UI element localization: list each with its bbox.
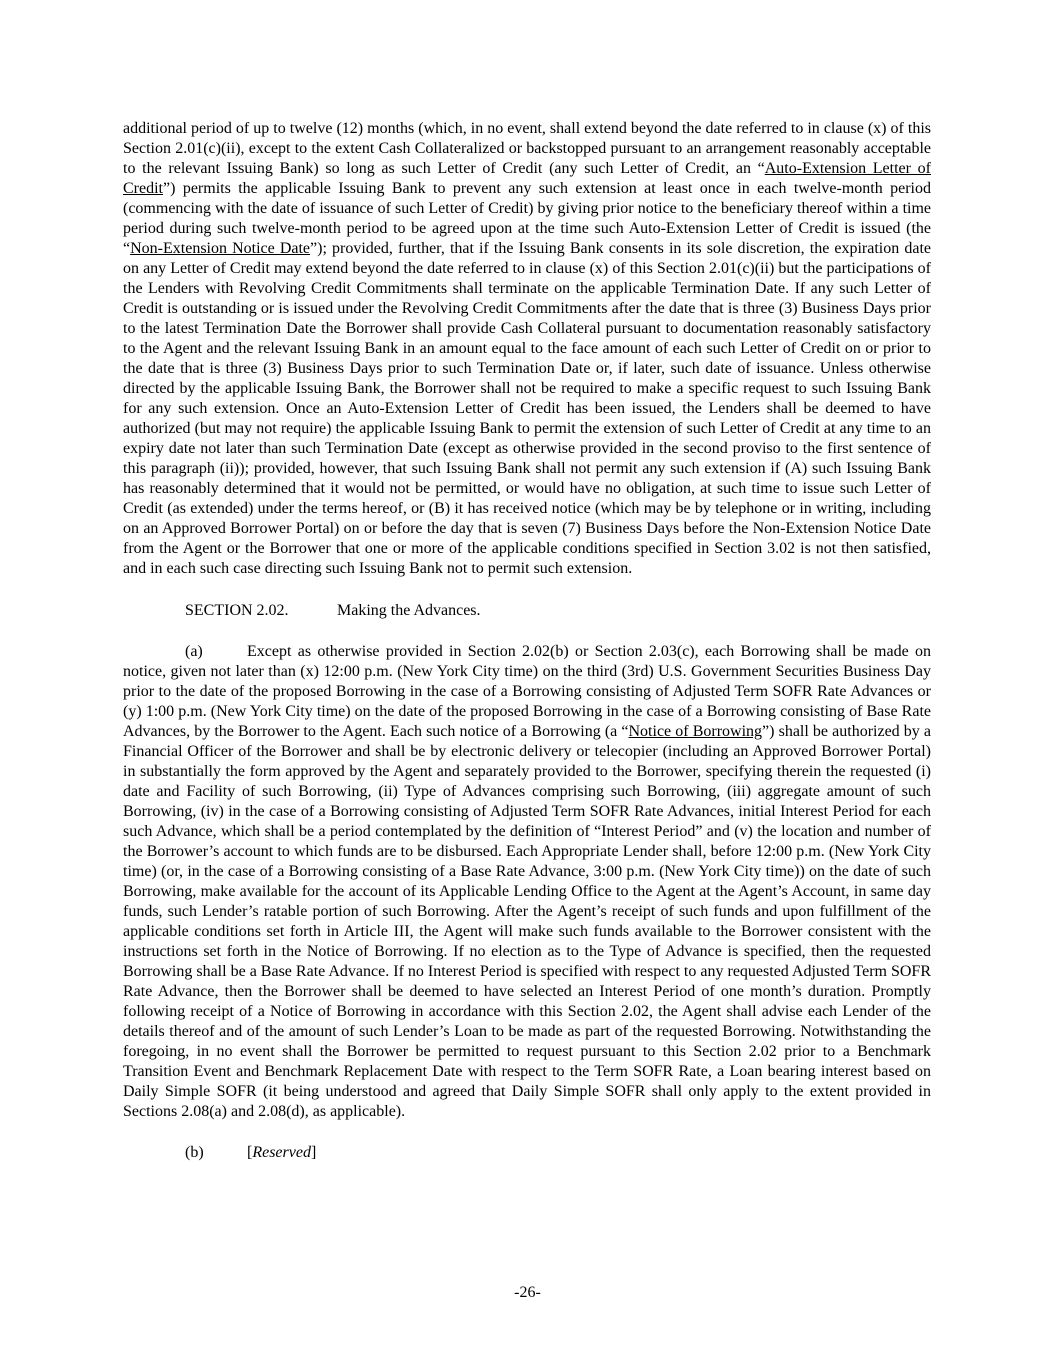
defined-term-auto-extension-letter-of-credit: Auto-Extension Letter of Credit bbox=[123, 160, 931, 197]
paragraph-b-text bbox=[247, 1144, 316, 1161]
paragraph-a-text bbox=[123, 643, 931, 1120]
section-heading bbox=[123, 601, 931, 621]
paragraph-b bbox=[123, 1143, 931, 1163]
text-run: ”) permits the applicable Issuing Bank to prevent any such extension at least once in each twelve-month period (commencing with the date of issuance of such Letter of Credit) by giving prior notice to the beneficiary thereof within a time period during such twelve-month period to be agreed upon at the time such Auto-Extension Letter of Credit is issued (the “ bbox=[123, 180, 931, 257]
defined-term-non-extension-notice-date: Non-Extension Notice Date bbox=[130, 240, 311, 257]
paragraph-a bbox=[123, 642, 931, 1122]
text-run: ] bbox=[310, 1144, 317, 1161]
text-run: ”) shall be authorized by a Financial Officer of the Borrower and shall be by electronic delivery or telecopier (including an Approved Borrower Portal) in substantially the form approved by the Agent and separately provided to the Borrower, specifying therein the requested (i) date and Facility of such Borrowing, (ii) Type of Advances comprising such Borrowing, (iii) aggregate amount of such Borrowing, (iv) in the case of a Borrowing consisting of Adjusted Term SOFR Rate Advances, initial Interest Period for each such Advance, which shall be a period contemplated by the definition of “Interest Period” and (v) the location and number of the Borrower’s account to which funds are to be disbursed. Each Appropriate Lender shall, before 12:00 p.m. (New York City time) (or, in the case of a Borrowing consisting of a Base Rate Advance, 3:00 p.m. (New York City time)) on the date of such Borrowing, make available for the account of its Applicable Lending Office to the Agent at the Agent’s Account, in same day funds, such Lender’s ratable portion of such Borrowing. After the Agent’s receipt of such funds and upon fulfillment of the applicable conditions set forth in Article III, the Agent will make such funds available to the Borrower consistent with the instructions set forth in the Notice of Borrowing. If no election as to the Type of Advance is specified, then the requested Borrowing shall be a Base Rate Advance. If no Interest Period is specified with respect to any requested Adjusted Term SOFR Rate Advance, then the Borrower shall be deemed to have selected an Interest Period of one month’s duration. Promptly following receipt of a Notice of Borrowing in accordance with this Section 2.02, the Agent shall advise each Lender of the details thereof and of the amount of such Lender’s Loan to be made as part of the requested Borrowing. Notwithstanding the foregoing, in no event shall the Borrower be permitted to request pursuant to this Section 2.02 prior to a Benchmark Transition Event and Benchmark Replacement Date with respect to the Term SOFR Rate, a Loan bearing interest based on Daily Simple SOFR (it being understood and agreed that Daily Simple SOFR shall only apply to the extent provided in Sections 2.08(a) and 2.08(d), as applicable). bbox=[123, 723, 932, 1120]
page-number: -26- bbox=[514, 1284, 541, 1301]
text-run: ”); provided, further, that if the Issuing Bank consents in its sole discretion, the expiration date on any Letter of Credit may extend beyond the date referred to in clause (x) of this Section 2.01(c)(ii) but the participations of the Lenders with Revolving Credit Commitments shall terminate on the applicable Termination Date. If any such Letter of Credit is outstanding or is issued under the Revolving Credit Commitments after the date that is three (3) Business Days prior to the latest Termination Date the Borrower shall provide Cash Collateral pursuant to documentation reasonably satisfactory to the Agent and the relevant Issuing Bank in an amount equal to the face amount of each such Letter of Credit on or prior to the date that is three (3) Business Days prior to such Termination Date or, if later, such date of issuance. Unless otherwise directed by the applicable Issuing Bank, the Borrower shall not be required to make a specific request to such Issuing Bank for any such extension. Once an Auto-Extension Letter of Credit has been issued, the Lenders shall be deemed to have authorized (but may not require) the applicable Issuing Bank to permit the extension of such Letter of Credit at any time to an expiry date not later than such Termination Date (except as otherwise provided in the second proviso to the first sentence of this paragraph (ii)); provided, however, that such Issuing Bank shall not permit any such extension if (A) such Issuing Bank has reasonably determined that it would not be permitted, or would have no obligation, at such time to issue such Letter of Credit (as extended) under the terms hereof, or (B) it has received notice (which may be by telephone or in writing, including on an Approved Borrower Portal) on or before the day that is seven (7) Business Days before the Non-Extension Notice Date from the Agent or the Borrower that one or more of the applicable conditions specified in Section 3.02 is not then satisfied, and in each such case directing such Issuing Bank not to permit such extension. bbox=[123, 240, 931, 577]
section-title: Making the Advances. bbox=[337, 602, 481, 619]
text-run: additional period of up to twelve (12) months (which, in no event, shall extend beyond the date referred to in clause (x) of this Section 2.01(c)(ii), except to the extent Cash Collateralized or backstopped pursuant to an arrangement reasonably acceptable to the relevant Issuing Bank) so long as such Letter of Credit (any such Letter of Credit, an “ bbox=[123, 120, 931, 177]
defined-term-notice-of-borrowing: Notice of Borrowing bbox=[628, 723, 763, 740]
paragraph-a-label: (a) bbox=[185, 643, 203, 660]
paragraph-b-label: (b) bbox=[185, 1144, 204, 1161]
section-number: SECTION 2.02. bbox=[185, 602, 289, 619]
text-run: [ bbox=[247, 1144, 253, 1161]
reserved-text: Reserved bbox=[252, 1144, 311, 1161]
paragraph-auto-extension-continuation bbox=[123, 119, 931, 579]
text-run: Except as otherwise provided in Section 2.02(b) or Section 2.03(c), each Borrowing shall be made on notice, given not later than (x) 12:00 p.m. (New York City time) on the third (3rd) U.S. Government Securities Business Day prior to the date of the proposed Borrowing in the case of a Borrowing consisting of Adjusted Term SOFR Rate Advances or (y) 1:00 p.m. (New York City time) on the date of the proposed Borrowing in the case of a Borrowing consisting of Base Rate Advances, by the Borrower to the Agent. Each such notice of a Borrowing (a “ bbox=[123, 643, 931, 740]
document-content bbox=[123, 119, 931, 1163]
